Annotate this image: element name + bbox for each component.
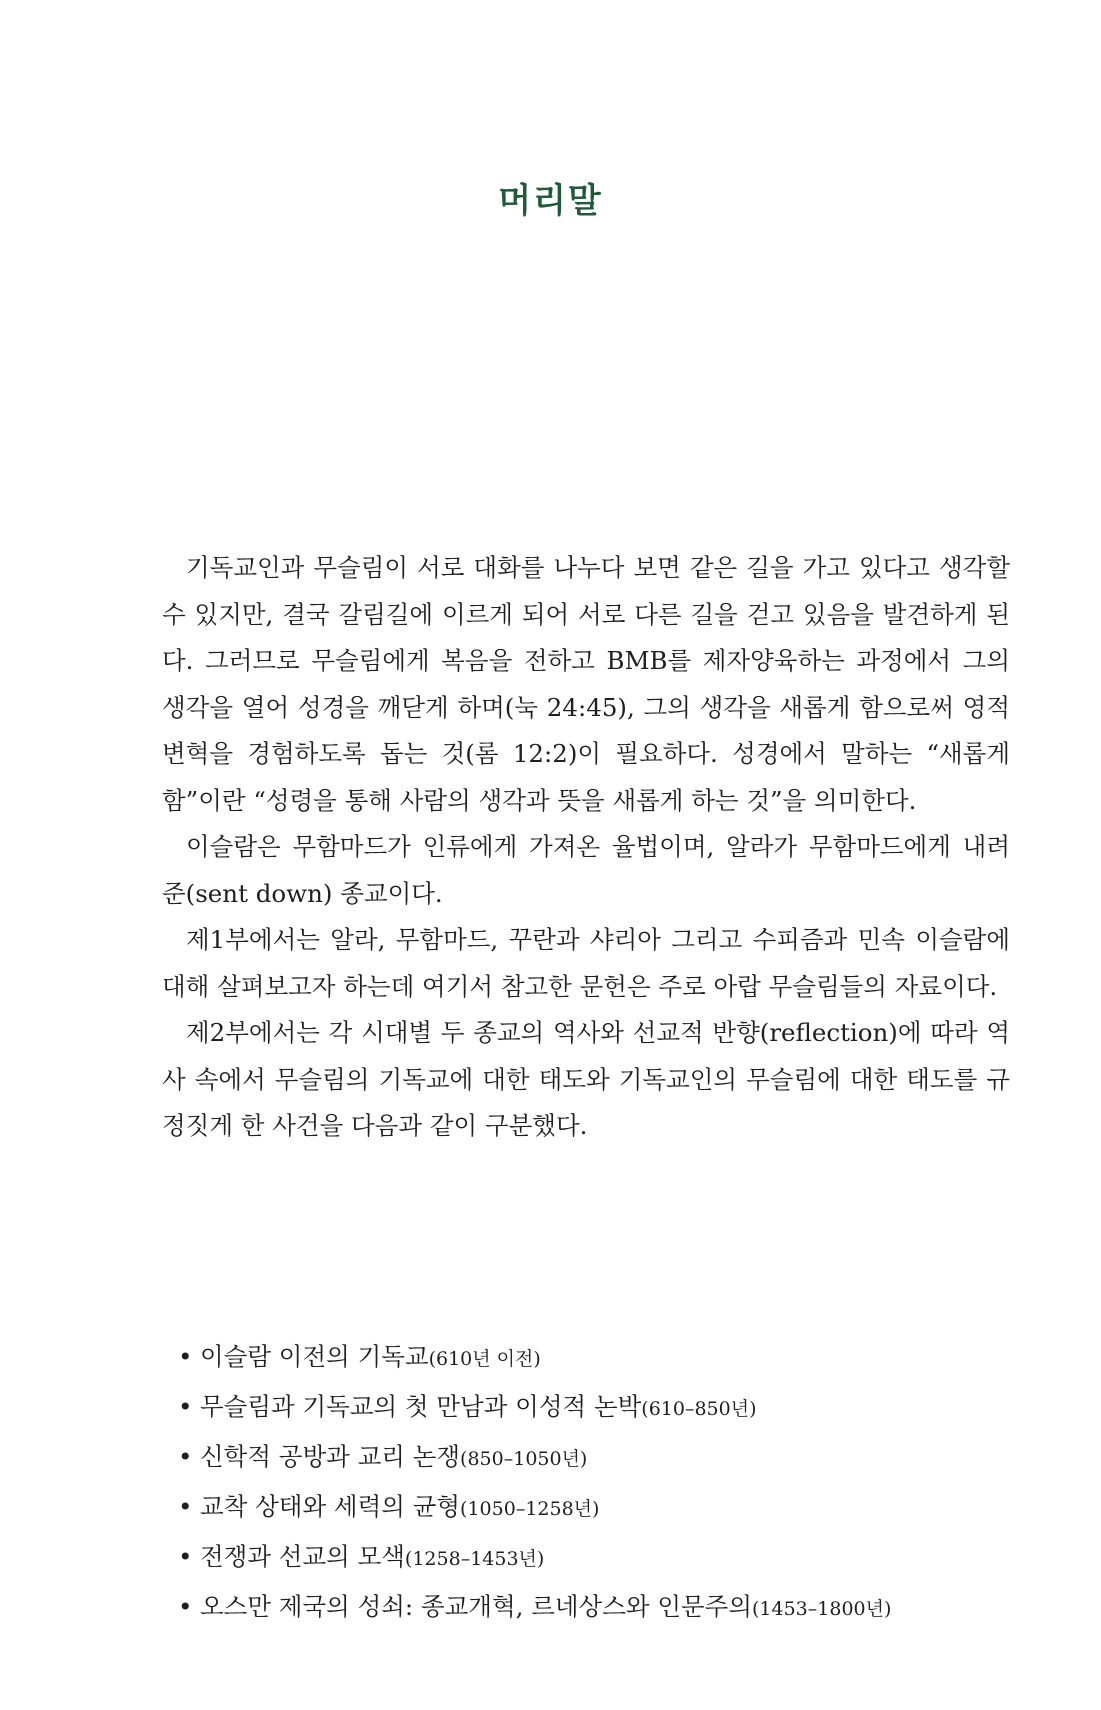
bullet-icon: • xyxy=(178,1492,193,1521)
body-text xyxy=(162,545,1010,1150)
paragraph-3: 제1부에서는 알라, 무함마드, 꾸란과 샤리아 그리고 수피즘과 민속 이슬람에 대해 살펴보고자 하는데 여기서 참고한 문헌은 주로 아랍 무슬림들의 자료이다. xyxy=(162,925,1010,1001)
list-item xyxy=(178,1483,1018,1533)
paragraph-1: 기독교인과 무슬림이 서로 대화를 나누다 보면 같은 길을 가고 있다고 생각할 수 있지만, 결국 갈림길에 이르게 되어 서로 다른 길을 걷고 있음을 발견하게 된다. 그러므로 무슬림에게 복음을 전하고 BMB를 제자양육하는 과정에서 그의 생각을 열어 성경을 깨닫게 하며(눅 24:45), 그의 생각을 새롭게 함으로써 영적 변혁을 경험하도록 돕는 것(롬 12:2)이 필요하다. 성경에서 말하는 “새롭게 함”이란 “성령을 통해 사람의 생각과 뜻을 새롭게 하는 것”을 의미한다. xyxy=(162,553,1010,815)
period-list xyxy=(178,1333,1018,1633)
list-item-text: 신학적 공방과 교리 논쟁 xyxy=(200,1442,461,1471)
list-item xyxy=(178,1433,1018,1483)
list-item xyxy=(178,1583,1018,1633)
list-item-text: 전쟁과 선교의 모색 xyxy=(200,1542,405,1571)
page-title: 머리말 xyxy=(498,180,603,221)
list-item-text: 이슬람 이전의 기독교 xyxy=(200,1342,429,1371)
paragraph-4: 제2부에서는 각 시대별 두 종교의 역사와 선교적 반향(reflection)에 따라 역사 속에서 무슬림의 기독교에 대한 태도와 기독교인의 무슬림에 대한 태도를 규정짓게 한 사건을 다음과 같이 구분했다. xyxy=(162,1018,1010,1140)
bullet-icon: • xyxy=(178,1442,193,1471)
list-item xyxy=(178,1383,1018,1433)
bullet-icon: • xyxy=(178,1592,193,1621)
list-item-period: (850–1050년) xyxy=(460,1448,588,1470)
list-item-period: (1050–1258년) xyxy=(460,1498,600,1520)
bullet-icon: • xyxy=(178,1542,193,1571)
list-item-text: 무슬림과 기독교의 첫 만남과 이성적 논박 xyxy=(200,1392,642,1421)
list-item-text: 교착 상태와 세력의 균형 xyxy=(200,1492,461,1521)
bullet-icon: • xyxy=(178,1392,193,1421)
list-item-text: 오스만 제국의 성쇠: 종교개혁, 르네상스와 인문주의 xyxy=(200,1592,752,1621)
list-item-period: (610–850년) xyxy=(641,1398,757,1420)
bullet-icon: • xyxy=(178,1342,193,1371)
list-item-period: (1453–1800년) xyxy=(752,1598,892,1620)
list-item xyxy=(178,1533,1018,1583)
paragraph-2: 이슬람은 무함마드가 인류에게 가져온 율법이며, 알라가 무함마드에게 내려 준(sent down) 종교이다. xyxy=(162,832,1010,908)
list-item xyxy=(178,1333,1018,1383)
list-item-period: (610년 이전) xyxy=(428,1348,541,1370)
list-item-period: (1258–1453년) xyxy=(404,1548,545,1570)
